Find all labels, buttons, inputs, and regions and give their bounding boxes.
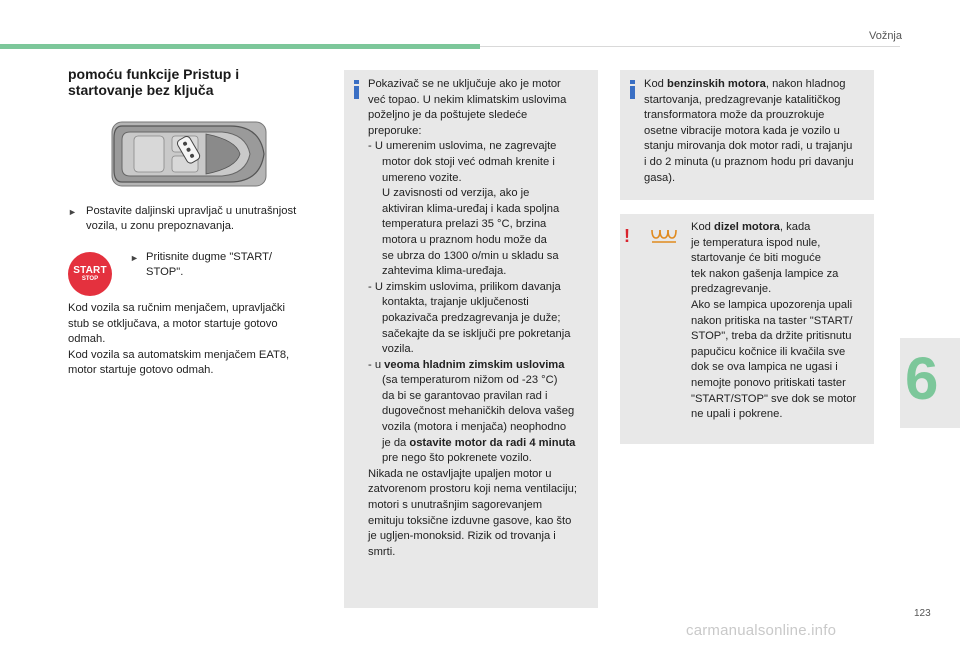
info-box-petrol-text: Kod benzinskih motora, nakon hladnog startovanja, predzagrevanje katalitičkog transformatora može da prouzrokuje osetne vibracije motora kada je vozilo u stanju mirovanja dok motor radi, u trajanju i do 2 minuta (u praznom hodu pri davanju gasa). [644, 78, 854, 184]
car-key-zone-illustration [110, 120, 268, 188]
paragraph-line: odmah. [68, 333, 106, 345]
bullet-arrow-icon: ► [68, 207, 77, 217]
chapter-number: 6 [905, 345, 939, 412]
stop-label: STOP [81, 276, 99, 282]
paragraph-line: Kod vozila sa ručnim menjačem, upravljački [68, 302, 285, 314]
warning-icon: ! [624, 226, 630, 246]
heading-line-2: startovanje bez ključa [68, 82, 214, 98]
bullet-arrow-icon: ► [130, 253, 139, 263]
glow-plug-icon [650, 228, 678, 244]
paragraph-line: Kod vozila sa automatskim menjačem EAT8, [68, 348, 290, 361]
bullet-1-line-1: Postavite daljinski upravljač u unutrašnjost [86, 205, 297, 217]
paragraph-line: motor startuje gotovo odmah. [68, 364, 214, 376]
watermark: carmanualsonline.info [686, 622, 837, 639]
paragraph-line: stub se otključava, a motor startuje gotovo [68, 317, 278, 330]
page-number: 123 [914, 608, 931, 619]
bullet-2-line-2: STOP". [146, 266, 184, 278]
section-title: Vožnja [868, 30, 902, 42]
info-box-preheating-text: Pokazivač se ne uključuje ako je motor već topao. U nekim klimatskim uslovima poželjno je da poštujete sledeće preporuke: - U umerenim uslovima, ne zagrevajte motor dok stoji već odmah krenite i umereno vozite. U zavisnosti od verzija, ako je aktiviran klima-uređaj i kada spoljna temperatura prelazi 35 °C, brzina motora u praznom hodu može da se ubrza do 1300 o/min u skladu sa zahtevima klima-uređaja. - U zimskim uslovima, prilikom davanja kontakta, trajanje uključenosti pokazivača predzagrevanja je duže; sačekajte da se isključi pre pokretanja vozila. - u veoma hladnim zimskim uslovima (sa temperaturom nižom od -23 °C) da bi se garantovao pravilan rad i dugovečnost mehaničkih delova vašeg vozila (motora i menjača) neophodno je da ostavite motor da radi 4 minuta pre nego što pokrenete vozilo. Nikada ne ostavljajte upaljen motor u zatvorenom prostoru koji nema ventilaciju; motori s unutrašnjim sagorevanjem emituju toksične izduvne gasove, kao što je ugljen-monoksid. Rizik od trovanja i smrti. [368, 78, 577, 558]
warning-box-diesel-text: Kod dizel motora, kada je temperatura ispod nule, startovanje će biti moguće tek nakon gašenja lampice za predzagrevanje. Ako se lampica upozorenja upali nakon pritiska na taster "START/ STOP", treba da držite pritisnutu papučicu kočnice ili kvačila sve dok se ova lampica ne ugasi i nemojte ponovo pritiskati taster "START/STOP" sve dok se motor ne upali i pokrene. [691, 221, 857, 421]
header-rule [480, 46, 900, 47]
bullet-2-line-1: Pritisnite dugme "START/ [146, 251, 273, 263]
start-label: START [73, 265, 107, 276]
bullet-1-line-2: vozila, u zonu prepoznavanja. [86, 220, 235, 232]
heading-line-1: pomoću funkcije Pristup i [68, 66, 240, 82]
section-accent-bar [0, 44, 480, 49]
info-icon [629, 80, 636, 99]
start-stop-button-icon [68, 252, 112, 296]
page-heading [68, 66, 328, 98]
info-icon [353, 80, 360, 99]
